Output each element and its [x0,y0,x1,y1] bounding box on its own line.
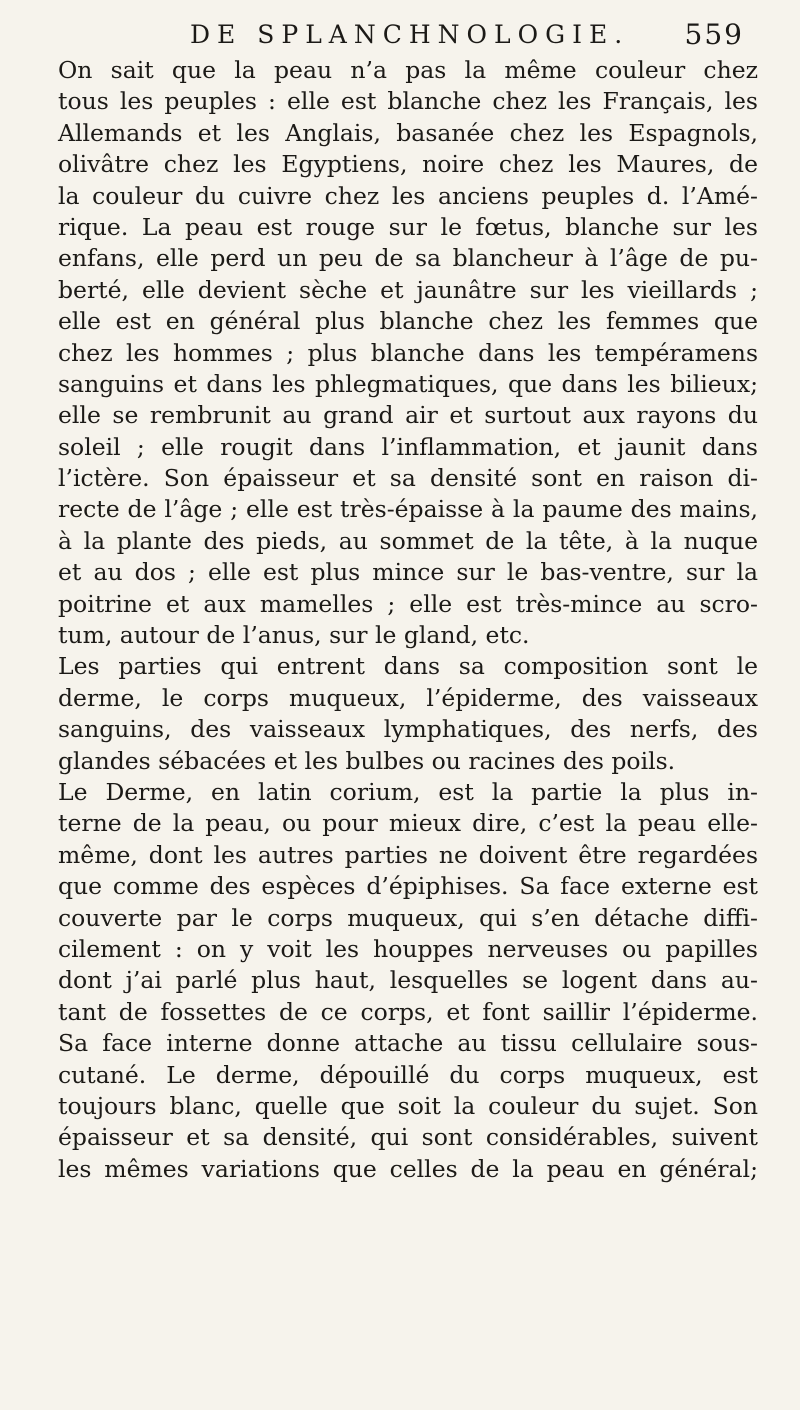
text-line: cilement : on y voit les houppes nerveuses ou papilles [58,934,758,963]
text-line: berté, elle devient sèche et jaunâtre sur les vieillards ; [58,275,758,304]
text-line: à la plante des pieds, au sommet de la tête, à la nuque [58,526,758,555]
text-line: soleil ; elle rougit dans l’inflammation, et jaunit dans [58,432,758,461]
text-line: tant de fossettes de ce corps, et font saillir l’épiderme. [58,997,758,1026]
page-number: 559 [684,18,744,51]
text-line: poitrine et aux mamelles ; elle est très-mince au scro- [58,589,758,618]
text-line: sanguins, des vaisseaux lymphatiques, des nerfs, des [58,715,758,744]
text-line: sanguins et dans les phlegmatiques, que dans les bilieux; [58,369,758,398]
running-title: DE SPLANCHNOLOGIE. [190,20,630,49]
text-line: tous les peuples : elle est blanche chez les Français, les [58,87,758,116]
text-line: Le Derme, en latin corium, est la partie la plus in- [58,777,758,806]
text-line: cutané. Le derme, dépouillé du corps muqueux, est [58,1060,758,1089]
text-line: elle se rembrunit au grand air et surtout aux rayons du [58,401,758,430]
text-line: toujours blanc, quelle que soit la couleur du sujet. Son [58,1091,758,1120]
text-line: chez les hommes ; plus blanche dans les tempéramens [58,338,758,367]
text-line: dont j’ai parlé plus haut, lesquelles se logent dans au- [58,966,758,995]
page-header [0,14,800,54]
text-line: glandes sébacées et les bulbes ou racines des poils. [58,746,676,775]
body-text [58,55,758,1185]
text-line: Sa face interne donne attache au tissu cellulaire sous- [58,1029,758,1058]
text-line: la couleur du cuivre chez les anciens peuples d. l’Amé- [58,181,758,210]
text-line: l’ictère. Son épaisseur et sa densité sont en raison di- [58,464,758,493]
text-line: et au dos ; elle est plus mince sur le bas-ventre, sur la [58,558,758,587]
text-line: terne de la peau, ou pour mieux dire, c’est la peau elle- [58,809,758,838]
text-line: épaisseur et sa densité, qui sont considérables, suivent [58,1123,758,1152]
text-line: les mêmes variations que celles de la peau en général; [58,1154,758,1183]
text-line: Allemands et les Anglais, basanée chez les Espagnols, [58,118,758,147]
text-line: olivâtre chez les Egyptiens, noire chez les Maures, de [58,150,758,179]
text-line: que comme des espèces d’épiphises. Sa face externe est [58,872,758,901]
text-line: tum, autour de l’anus, sur le gland, etc. [58,621,530,650]
text-line: enfans, elle perd un peu de sa blancheur à l’âge de pu- [58,244,758,273]
text-line: On sait que la peau n’a pas la même couleur chez [58,56,758,84]
text-line: elle est en général plus blanche chez les femmes que [58,307,758,336]
text-line: couverte par le corps muqueux, qui s’en détache diffi- [58,903,758,932]
text-line: derme, le corps muqueux, l’épiderme, des vaisseaux [58,683,758,712]
text-line: recte de l’âge ; elle est très-épaisse à la paume des mains, [58,495,758,524]
text-line: rique. La peau est rouge sur le fœtus, blanche sur les [58,212,758,241]
text-line: même, dont les autres parties ne doivent être regardées [58,840,758,869]
text-line: Les parties qui entrent dans sa composition sont le [58,652,758,681]
